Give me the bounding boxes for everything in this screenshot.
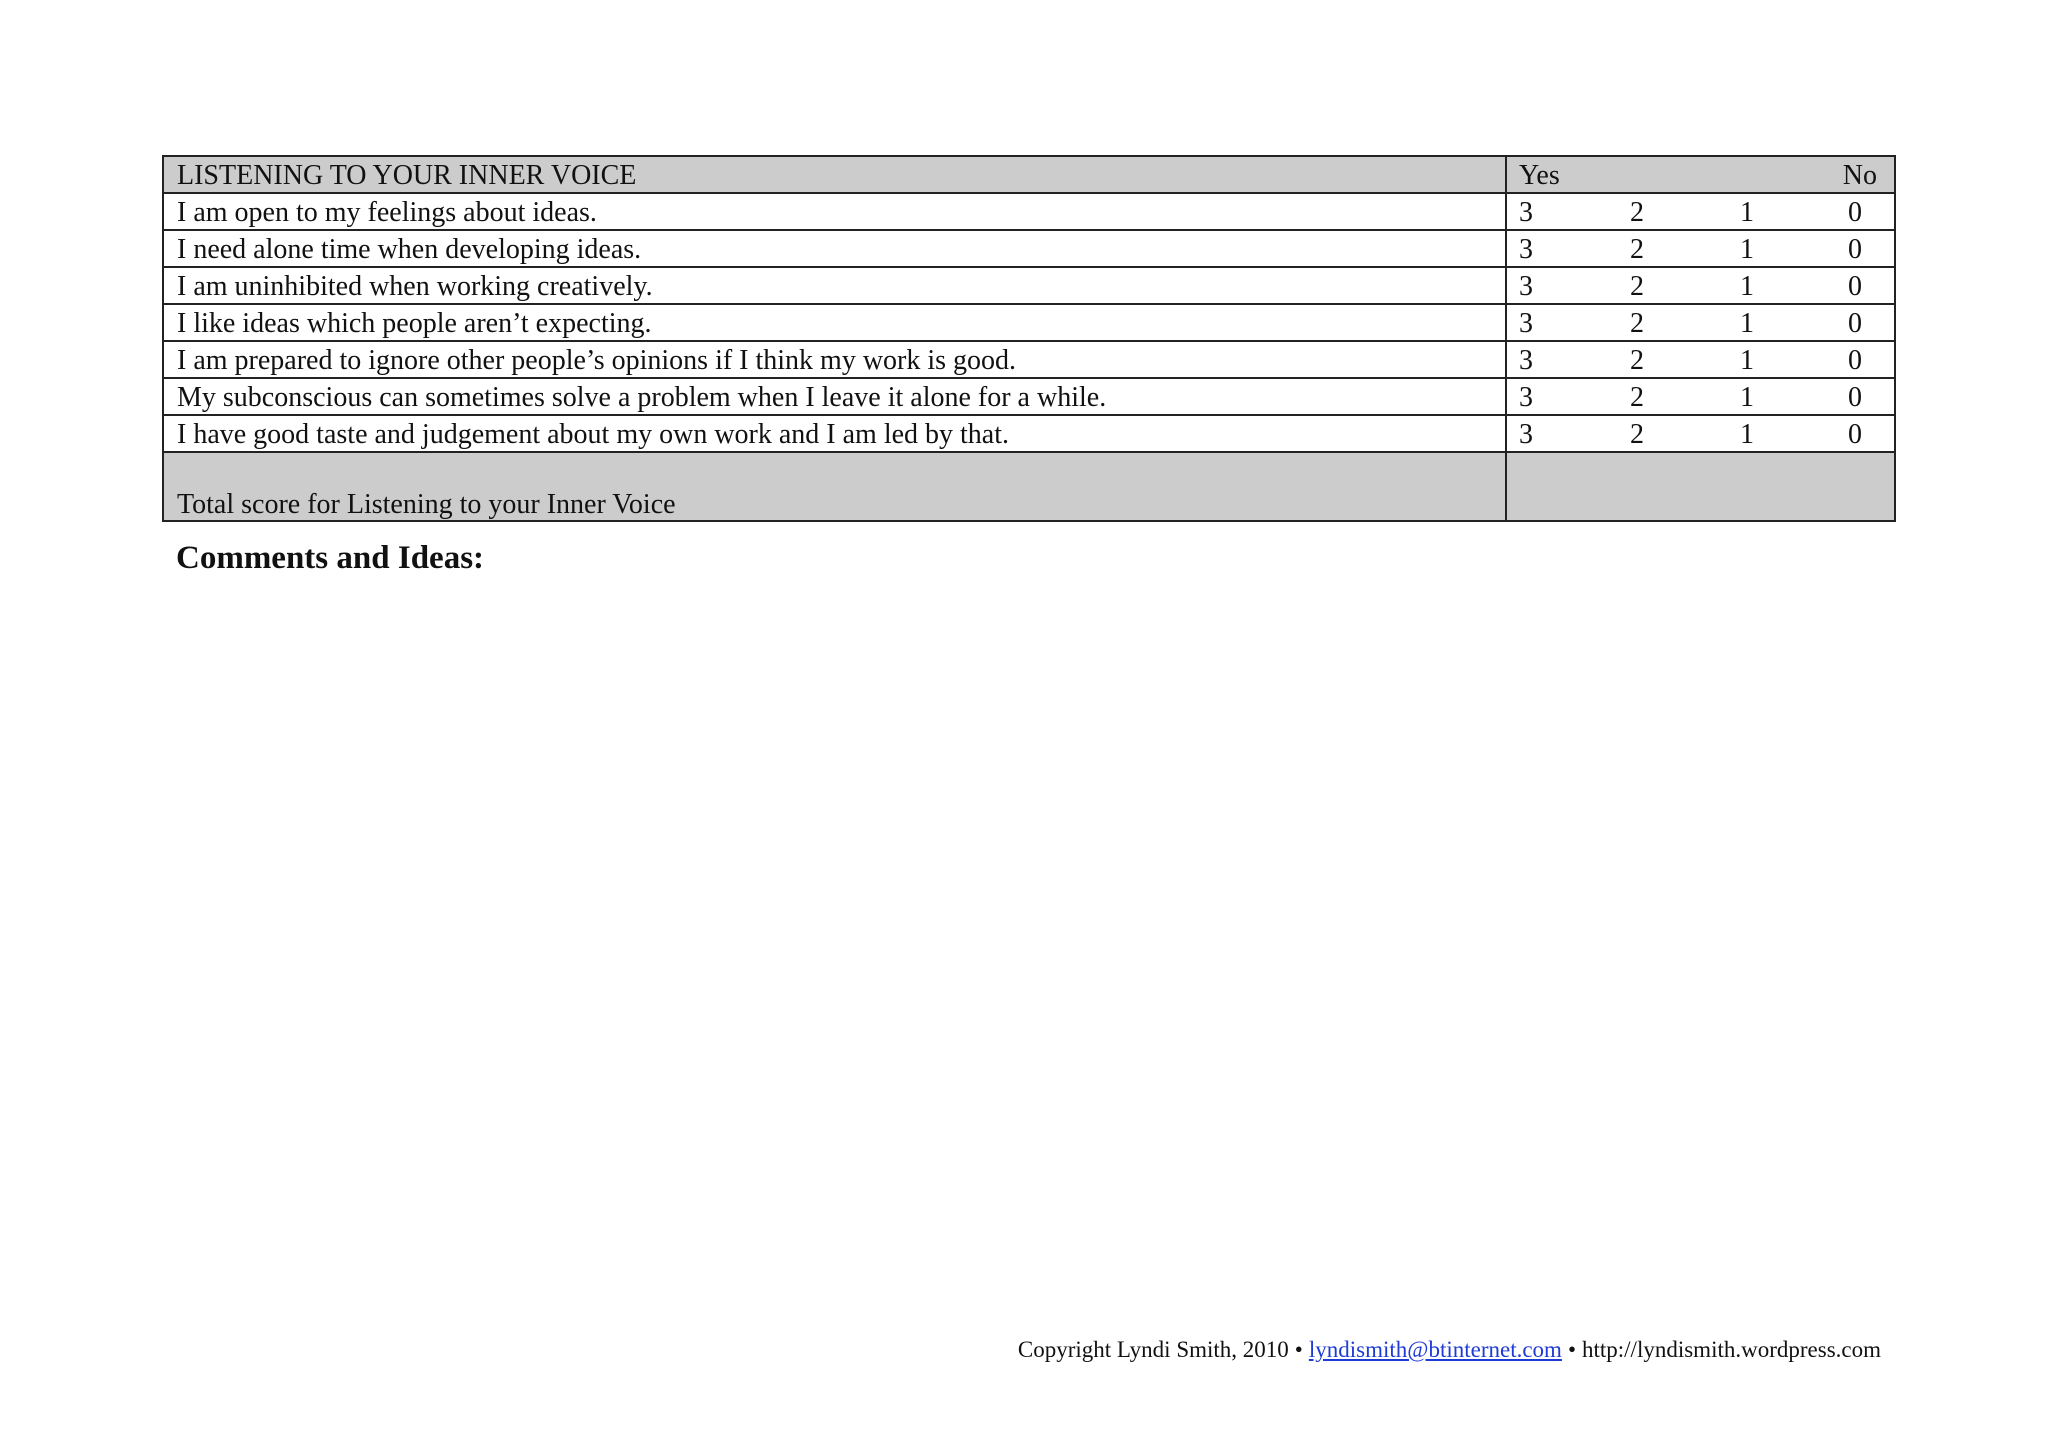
total-score-field[interactable] (1506, 452, 1895, 521)
score-2: 2 (1630, 345, 1644, 376)
statement: I like ideas which people aren’t expecting. (163, 304, 1506, 341)
total-row (163, 452, 1895, 521)
score-options (1506, 193, 1895, 230)
score-options (1506, 341, 1895, 378)
no-label: No (1842, 160, 1877, 191)
score-1: 1 (1740, 345, 1754, 376)
score-options (1506, 267, 1895, 304)
score-2: 2 (1630, 197, 1644, 228)
score-0: 0 (1848, 382, 1862, 413)
table-row (163, 304, 1895, 341)
score-0: 0 (1848, 345, 1862, 376)
table-row (163, 341, 1895, 378)
score-3: 3 (1519, 345, 1533, 376)
bullet-separator: • (1567, 1337, 1576, 1362)
score-0: 0 (1848, 419, 1862, 450)
score-2: 2 (1630, 308, 1644, 339)
statement: My subconscious can sometimes solve a problem when I leave it alone for a while. (163, 378, 1506, 415)
score-options (1506, 415, 1895, 452)
total-label: Total score for Listening to your Inner Voice (163, 452, 1506, 521)
score-3: 3 (1519, 271, 1533, 302)
score-1: 1 (1740, 197, 1754, 228)
score-options (1506, 230, 1895, 267)
score-1: 1 (1740, 308, 1754, 339)
score-3: 3 (1519, 234, 1533, 265)
statement: I am prepared to ignore other people’s opinions if I think my work is good. (163, 341, 1506, 378)
score-0: 0 (1848, 234, 1862, 265)
scale-header (1506, 156, 1895, 193)
table-row (163, 230, 1895, 267)
score-3: 3 (1519, 197, 1533, 228)
score-1: 1 (1740, 419, 1754, 450)
email-link[interactable]: lyndismith@btinternet.com (1308, 1337, 1562, 1362)
score-3: 3 (1519, 382, 1533, 413)
comments-heading: Comments and Ideas: (176, 540, 485, 576)
score-3: 3 (1519, 308, 1533, 339)
table-header-row (163, 156, 1895, 193)
score-0: 0 (1848, 197, 1862, 228)
score-3: 3 (1519, 419, 1533, 450)
table-row (163, 267, 1895, 304)
website-text: http://lyndismith.wordpress.com (1582, 1337, 1881, 1362)
copyright-text: Copyright Lyndi Smith, 2010 (1017, 1337, 1289, 1362)
score-0: 0 (1848, 271, 1862, 302)
statement: I have good taste and judgement about my own work and I am led by that. (163, 415, 1506, 452)
statement: I am uninhibited when working creatively. (163, 267, 1506, 304)
statement: I am open to my feelings about ideas. (163, 193, 1506, 230)
score-2: 2 (1630, 234, 1644, 265)
questionnaire-table (162, 155, 1896, 522)
score-2: 2 (1630, 271, 1644, 302)
bullet-separator: • (1294, 1337, 1303, 1362)
score-options (1506, 304, 1895, 341)
score-options (1506, 378, 1895, 415)
statement: I need alone time when developing ideas. (163, 230, 1506, 267)
section-heading: LISTENING TO YOUR INNER VOICE (163, 156, 1506, 193)
footer (1018, 1337, 1881, 1363)
score-0: 0 (1848, 308, 1862, 339)
table-row (163, 193, 1895, 230)
score-1: 1 (1740, 271, 1754, 302)
score-2: 2 (1630, 382, 1644, 413)
table-row (163, 378, 1895, 415)
score-1: 1 (1740, 234, 1754, 265)
table-row (163, 415, 1895, 452)
score-2: 2 (1630, 419, 1644, 450)
yes-label: Yes (1519, 160, 1560, 191)
score-1: 1 (1740, 382, 1754, 413)
